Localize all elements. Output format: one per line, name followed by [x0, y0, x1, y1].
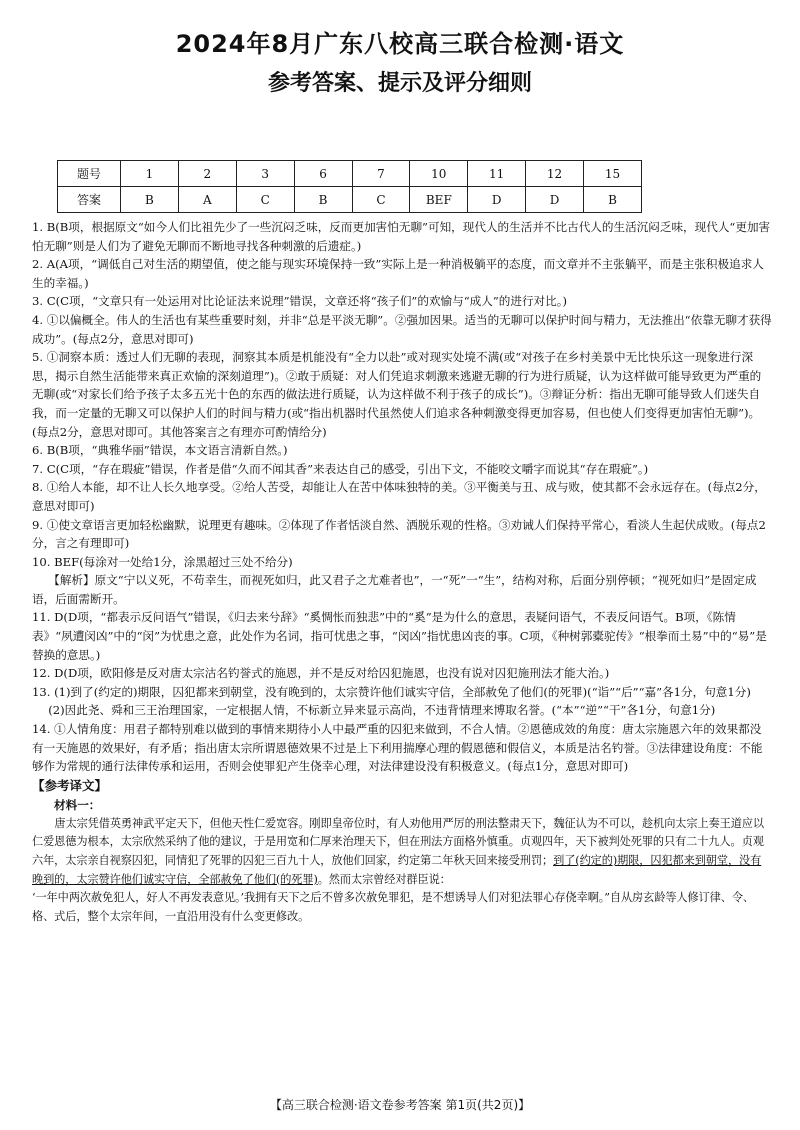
table-cell: C — [352, 187, 410, 213]
table-cell: 3 — [236, 161, 294, 187]
answer-item-4 — [32, 311, 772, 348]
table-cell: 2 — [178, 161, 236, 187]
answer-text: 2. A(A项，“调低自己对生活的期望值，使之能与现实环境保持一致”实际上是一种消极躺平的态度，而文章并不主张躺平，而是主张积极追求人生的幸福。) — [32, 257, 764, 290]
answer-table — [57, 160, 642, 213]
table-cell: 12 — [526, 161, 584, 187]
answer-analysis: 【解析】原文“宁以义死，不苟幸生，而视死如归，此又君子之尤难者也”，一“死”一“生”，结构对称，后面分别停顿；“视死如归”是固定成语，后面需断开。 — [32, 573, 757, 606]
answer-item-6 — [32, 441, 772, 460]
table-cell: D — [468, 187, 526, 213]
table-row-label: 题号 — [58, 161, 121, 187]
answer-explanations — [32, 218, 772, 926]
answer-text: 5. ①洞察本质：透过人们无聊的表现，洞察其本质是机能没有“全力以赴”或对现实处境不满(或“对孩子在乡村美景中无比快乐这一现象进行深思，揭示自然生活能带来真正欢愉的深刻道理”)。②敢于质疑：对人们凭追求刺激来逃避无聊的行为进行质疑，认为这样做可能导致更为严重的无聊(或“对家长们给予孩子太多五光十色的东西的做法进行质疑，认为这样做不利于孩子的成长”)。③辩证分析：指出无聊可能导致人们迷失自我，而一定量的无聊又可以保护人们的时间与精力(或“指出机器时代虽然使人们追求各种刺激变得更加容易，但也使人们变得更加害怕无聊”)。(每点2分，意思对即可。其他答案言之有理亦可酌情给分) — [32, 350, 762, 439]
document-subtitle: 参考答案、提示及评分细则 — [267, 71, 532, 96]
answer-text-part-2: (2)因此尧、舜和三王治理国家，一定根据人情，不标新立异来显示高尚，不违背情理来博取名誉。(“本”“逆”“干”各1分，句意1分) — [48, 703, 716, 718]
table-cell: B — [294, 187, 352, 213]
page-footer: 【高三联合检测·语文卷参考答案 第1页(共2页)】 — [269, 1098, 531, 1112]
reference-translation-heading: 【参考译文】 — [32, 777, 108, 793]
answer-item-13 — [32, 683, 772, 720]
translation-part: 。然而太宗曾经对群臣说： — [317, 872, 451, 886]
translation-underlined: 到了(约定的)期限，囚犯都来到朝堂，没有晚到的，太宗赞许他们诚实守信，全部赦免了他们(的死罪) — [32, 854, 762, 886]
answer-item-10 — [32, 553, 772, 609]
table-cell: D — [526, 187, 584, 213]
answer-item-1 — [32, 218, 772, 255]
answer-text: 8. ①给人本能，却不让人长久地享受。②给人苦受，却能让人在苦中体味独特的美。③平衡美与丑、成与败，使其都不会永远存在。(每点2分，意思对即可) — [32, 480, 766, 513]
translation-part: 唐太宗凭借英勇神武平定天下，但他天性仁爱宽容。刚即皇帝位时，有人劝他用严厉的刑法整肃天下，魏征认为不可以，趁机向太宗上奏王道应以仁爱恩德为根本，太宗欣然采纳了他的建议，于是用宽和仁厚来治理天下，但在刑法方面格外慎重。贞观四年，天下被判处死罪的只有二十九人。贞观六年，太宗亲自视察囚犯，同情犯了死罪的囚犯三百九十人，放他们回家，约定第二年秋天回来接受刑罚； — [32, 816, 764, 867]
translation-text — [32, 815, 772, 927]
answer-item-9 — [32, 516, 772, 553]
answer-text: 3. C(C项，“文章只有一处运用对比论证法来说理”错误，文章还将“孩子们”的欢愉与“成人”的进行对比。) — [32, 294, 568, 309]
table-cell: B — [584, 187, 642, 213]
answer-item-8 — [32, 478, 772, 515]
answer-text: 10. BEF(每涂对一处给1分，涂黑超过三处不给分) — [32, 554, 293, 569]
table-cell: BEF — [410, 187, 468, 213]
answer-item-3 — [32, 292, 772, 311]
translation-paragraph: ‘一年中两次赦免犯人，好人不再发表意见。’我拥有天下之后不曾多次赦免罪犯，是不想诱导人们对犯法罪心存侥幸啊。”自从房玄龄等人修订律、令、格、式后，整个太宗年间，一直沿用没有什么变更修改。 — [32, 891, 755, 923]
answer-item-7 — [32, 460, 772, 479]
table-cell: A — [178, 187, 236, 213]
translation-paragraph — [32, 815, 772, 889]
answer-text: 14. ①人情角度：用君子都特别难以做到的事情来期待小人中最严重的囚犯来做到，不合人情。②恩德成效的角度：唐太宗施恩六年的效果都没有一天施恩的效果好，有矛盾；指出唐太宗所谓恩德效果不过是上下利用揣摩心理的假恩德和假信义，本质是沽名钓誉。③法律建设角度：不能够作为常规的通行法律传承和运用，否则会使罪犯产生侥幸心理，对法律建设没有积极意义。(每点1分，意思对即可) — [32, 722, 763, 774]
answer-row — [58, 187, 642, 213]
answer-item-2 — [32, 255, 772, 292]
answer-item-12 — [32, 664, 772, 683]
answer-text: 11. D(D项，“都表示反问语气”错误，《归去来兮辞》“奚惆怅而独悲”中的“奚”是为什么的意思，表疑问语气，不表反问语气。B项，《陈情表》“夙遭闵凶”中的“闵”为忧患之意，此处作为名词，指可忧患之事，“闵凶”指忧患凶丧的事。C项，《种树郭橐驼传》“根拳而土易”中的“易”是替换的意思。) — [32, 610, 767, 662]
answer-text: 4. ①以偏概全。伟人的生活也有某些重要时刻，并非“总是平淡无聊”。②强加因果。适当的无聊可以保护时间与精力，无法推出“依靠无聊才获得成功”。(每点2分，意思对即可) — [32, 312, 772, 346]
answer-item-5 — [32, 348, 772, 441]
table-cell: 10 — [410, 161, 468, 187]
answer-text: 9. ①使文章语言更加轻松幽默，说理更有趣味。②体现了作者恬淡自然、洒脱乐观的性格。③劝诫人们保持平常心，看淡人生起伏成败。(每点2分，言之有理即可) — [32, 517, 766, 551]
answer-item-14 — [32, 720, 772, 776]
table-cell: 15 — [584, 161, 642, 187]
answer-text: 1. B(B项，根据原文“如今人们比祖先少了一些沉闷乏味，反而更加害怕无聊”可知，现代人的生活并不比古代人的生活沉闷乏味，现代人“更加害怕无聊”则是人们为了避免无聊而不断地寻找各种刺激的后遗症。) — [32, 220, 771, 253]
answer-item-11 — [32, 608, 772, 664]
material-label: 材料一： — [54, 797, 101, 812]
table-cell: C — [236, 187, 294, 213]
table-row-label: 答案 — [58, 187, 121, 213]
table-cell: 11 — [468, 161, 526, 187]
answer-text: 6. B(B项，“典雅华丽”错误，本文语言清新自然。) — [32, 443, 288, 458]
table-cell: 1 — [121, 161, 179, 187]
answer-text: 12. D(D项，欧阳修是反对唐太宗沽名钓誉式的施恩，并不是反对给囚犯施恩，也没有说对囚犯施刑法才能大治。) — [32, 666, 610, 681]
answer-text: 13. (1)到了(约定的)期限，囚犯都来到朝堂，没有晚到的，太宗赞许他们诚实守信，全部赦免了他们(的死罪)(“诣”“后”“嘉”各1分，句意1分) — [32, 684, 751, 699]
answer-text: 7. C(C项，“存在瑕疵”错误，作者是借“久而不闻其香”来表达自己的感受，引出下文，不能咬文嚼字而说其“存在瑕疵”。) — [32, 461, 649, 476]
document-title: 2024年8月广东八校高三联合检测·语文 — [175, 30, 625, 58]
table-cell: B — [121, 187, 179, 213]
table-cell: 7 — [352, 161, 410, 187]
question-number-row — [58, 161, 642, 187]
table-cell: 6 — [294, 161, 352, 187]
